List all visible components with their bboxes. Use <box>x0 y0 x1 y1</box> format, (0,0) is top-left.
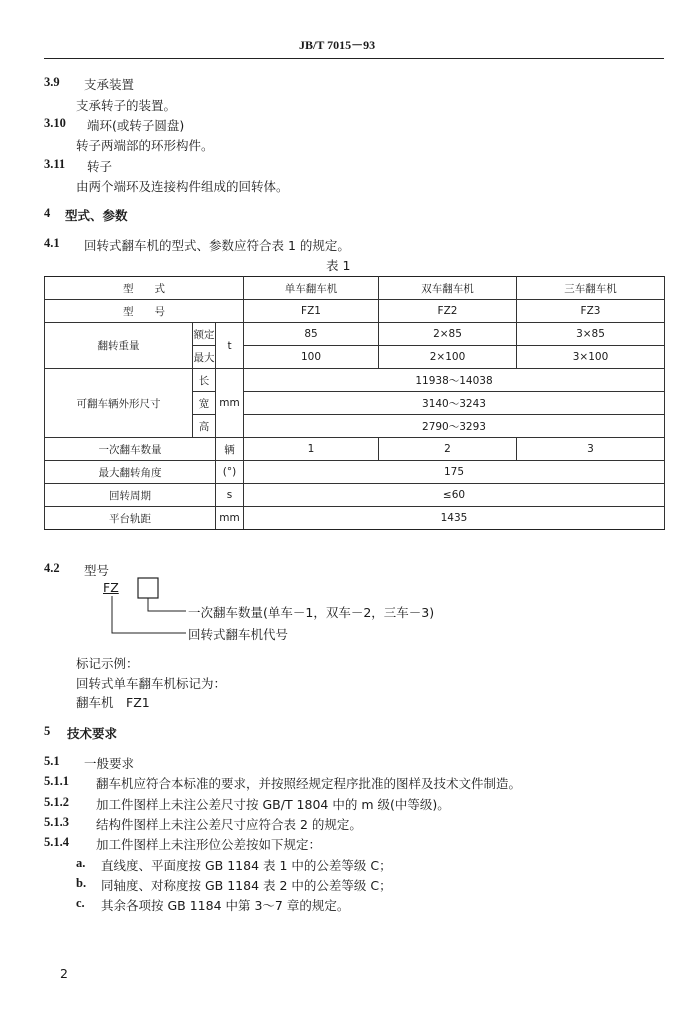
table-cell: 11938～14038 <box>244 369 665 392</box>
standard-number: JB/T 7015－93 <box>299 38 376 52</box>
count-note: 一次翻车数量(单车－1，双车－2，三车－3) <box>188 605 435 620</box>
section-text: 支承转子的装置。 <box>76 98 177 113</box>
section-text: 回转式翻车机的型式、参数应符合表 1 的规定。 <box>84 238 350 253</box>
table-cell: 3×85 <box>517 323 665 346</box>
table-header-single: 单车翻车机 <box>244 277 379 300</box>
table-header-form: 型 式 <box>45 277 244 300</box>
section-number: 5.1.1 <box>44 774 69 788</box>
table-cell: 2 <box>379 438 517 461</box>
row-label-weight: 翻转重量 <box>45 323 193 369</box>
section-title: 一般要求 <box>84 756 135 771</box>
table-header-double: 双车翻车机 <box>379 277 517 300</box>
table-cell: 85 <box>244 323 379 346</box>
count-box <box>138 578 158 598</box>
chapter-title: 型式、参数 <box>65 208 128 223</box>
row-sublabel: 额定 <box>193 323 216 346</box>
chapter-number: 5 <box>44 724 51 738</box>
table-cell: ≤60 <box>244 484 665 507</box>
row-label-count: 一次翻车数量 <box>45 438 216 461</box>
row-sublabel: 长 <box>193 369 216 392</box>
table-cell: 3×100 <box>517 346 665 369</box>
unit-cell: 辆 <box>216 438 244 461</box>
chapter-title: 技术要求 <box>67 726 118 741</box>
list-item: 直线度、平面度按 GB 1184 表 1 中的公差等级 C； <box>101 858 392 873</box>
section-text: 加工件图样上未注公差尺寸按 GB/T 1804 中的 m 级(中等级)。 <box>96 797 450 812</box>
table-header-triple: 三车翻车机 <box>517 277 665 300</box>
table-cell: 2790～3293 <box>244 415 665 438</box>
list-item: 同轴度、对称度按 GB 1184 表 2 中的公差等级 C； <box>101 878 392 893</box>
example-line: 翻车机 FZ1 <box>76 695 150 710</box>
section-number: 5.1.3 <box>44 815 69 829</box>
table-cell: FZ1 <box>244 300 379 323</box>
row-label-period: 回转周期 <box>45 484 216 507</box>
row-sublabel: 高 <box>193 415 216 438</box>
row-label-dimensions: 可翻车辆外形尺寸 <box>45 369 193 438</box>
section-text: 由两个端环及连接构件组成的回转体。 <box>76 179 289 194</box>
list-item: 其余各项按 GB 1184 中第 3～7 章的规定。 <box>101 898 350 913</box>
example-heading: 标记示例： <box>76 656 139 671</box>
section-text: 转子两端部的环形构件。 <box>76 138 214 153</box>
code-leader-line <box>112 596 186 633</box>
table-cell: 1 <box>244 438 379 461</box>
section-title: 型号 <box>84 563 110 578</box>
count-leader-line <box>148 598 186 611</box>
section-title: 支承装置 <box>84 77 135 92</box>
section-number: 3.9 <box>44 75 60 89</box>
example-line: 回转式单车翻车机标记为： <box>76 676 227 691</box>
unit-cell: mm <box>216 507 244 530</box>
chapter-number: 4 <box>44 206 51 220</box>
table-cell: 2×100 <box>379 346 517 369</box>
section-number: 5.1.2 <box>44 795 69 809</box>
table-cell: 3140～3243 <box>244 392 665 415</box>
section-text: 加工件图样上未注形位公差按如下规定： <box>96 837 322 852</box>
table-cell: 2×85 <box>379 323 517 346</box>
row-sublabel: 最大 <box>193 346 216 369</box>
list-marker: b. <box>76 876 87 890</box>
section-number: 3.10 <box>44 116 66 130</box>
table-cell: 100 <box>244 346 379 369</box>
unit-cell: (°) <box>216 461 244 484</box>
page-number: 2 <box>60 966 68 981</box>
section-text: 结构件图样上未注公差尺寸应符合表 2 的规定。 <box>96 817 362 832</box>
section-title: 端环(或转子圆盘) <box>87 118 185 133</box>
section-title: 转子 <box>87 159 113 174</box>
section-number: 4.2 <box>44 561 60 575</box>
unit-cell: t <box>216 323 244 369</box>
table-cell: 1435 <box>244 507 665 530</box>
list-marker: c. <box>76 896 85 910</box>
unit-cell: mm <box>216 369 244 438</box>
model-code: FZ <box>103 580 119 595</box>
code-note: 回转式翻车机代号 <box>188 627 289 642</box>
list-marker: a. <box>76 856 86 870</box>
unit-cell: s <box>216 484 244 507</box>
section-text: 翻车机应符合本标准的要求，并按照经规定程序批准的图样及技术文件制造。 <box>96 776 522 791</box>
section-number: 4.1 <box>44 236 60 250</box>
table-cell: FZ2 <box>379 300 517 323</box>
table-cell: 175 <box>244 461 665 484</box>
row-label-angle: 最大翻转角度 <box>45 461 216 484</box>
section-number: 5.1.4 <box>44 835 69 849</box>
row-sublabel: 宽 <box>193 392 216 415</box>
section-number: 3.11 <box>44 157 66 171</box>
table-header-model: 型 号 <box>45 300 244 323</box>
row-label-gauge: 平台轨距 <box>45 507 216 530</box>
table-cell: FZ3 <box>517 300 665 323</box>
table-caption: 表 1 <box>326 258 351 273</box>
table-cell: 3 <box>517 438 665 461</box>
section-number: 5.1 <box>44 754 60 768</box>
